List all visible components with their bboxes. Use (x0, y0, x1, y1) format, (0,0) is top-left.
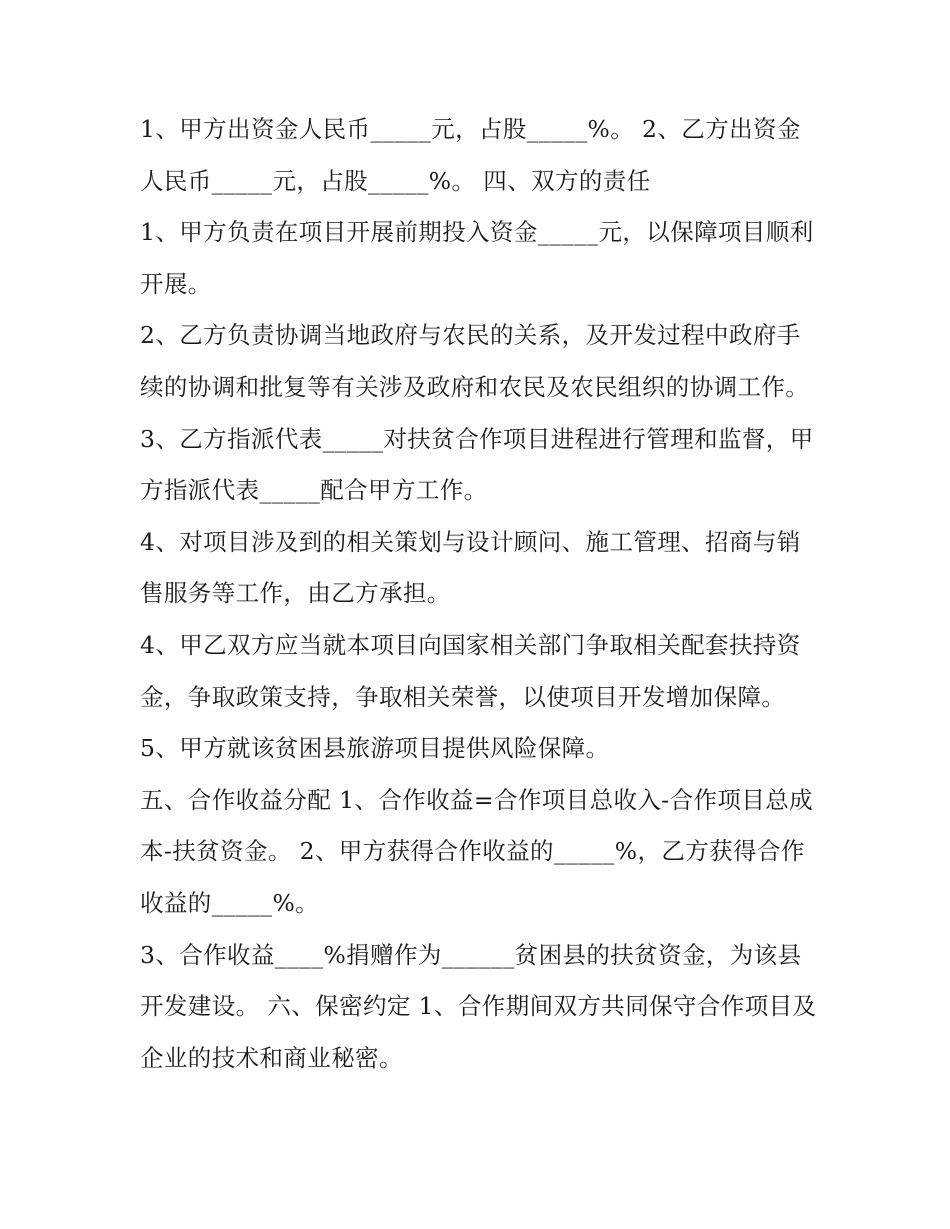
paragraph-party-a-funding: 1、甲方负责在项目开展前期投入资金_____元，以保障项目顺利开展。 (140, 218, 814, 298)
paragraph-investment: 1、甲方出资金人民币_____元，占股_____%。 2、乙方出资金人民币_____元，占股_____%。 四、双方的责任 (140, 115, 801, 195)
paragraph-donation-confidentiality: 3、合作收益____%捐赠作为______贫困县的扶贫资金，为该县开发建设。 六、保密约定 1、合作期间双方共同保守合作项目及企业的技术和商业秘密。 (140, 940, 817, 1072)
paragraph-planning-services: 4、对项目涉及到的相关策划与设计顾问、施工管理、招商与销售服务等工作，由乙方承担。 (140, 527, 801, 608)
document-body (140, 104, 820, 1084)
paragraph-support-funding: 4、甲乙双方应当就本项目向国家相关部门争取相关配套扶持资金，争取政策支持，争取相关荣誉，以使项目开发增加保障。 5、甲方就该贫困县旅游项目提供风险保障。 (140, 630, 801, 763)
paragraph-representatives: 3、乙方指派代表_____对扶贫合作项目进程进行管理和监督，甲方指派代表_____配合甲方工作。 (140, 424, 814, 505)
paragraph-profit-distribution: 五、合作收益分配 1、合作收益=合作项目总收入-合作项目总成本-扶贫资金。 2、甲方获得合作收益的_____%，乙方获得合作收益的_____%。 (140, 785, 814, 917)
paragraph-party-b-coordination: 2、乙方负责协调当地政府与农民的关系，及开发过程中政府手续的协调和批复等有关涉及政府和农民及农民组织的协调工作。 (140, 321, 810, 401)
